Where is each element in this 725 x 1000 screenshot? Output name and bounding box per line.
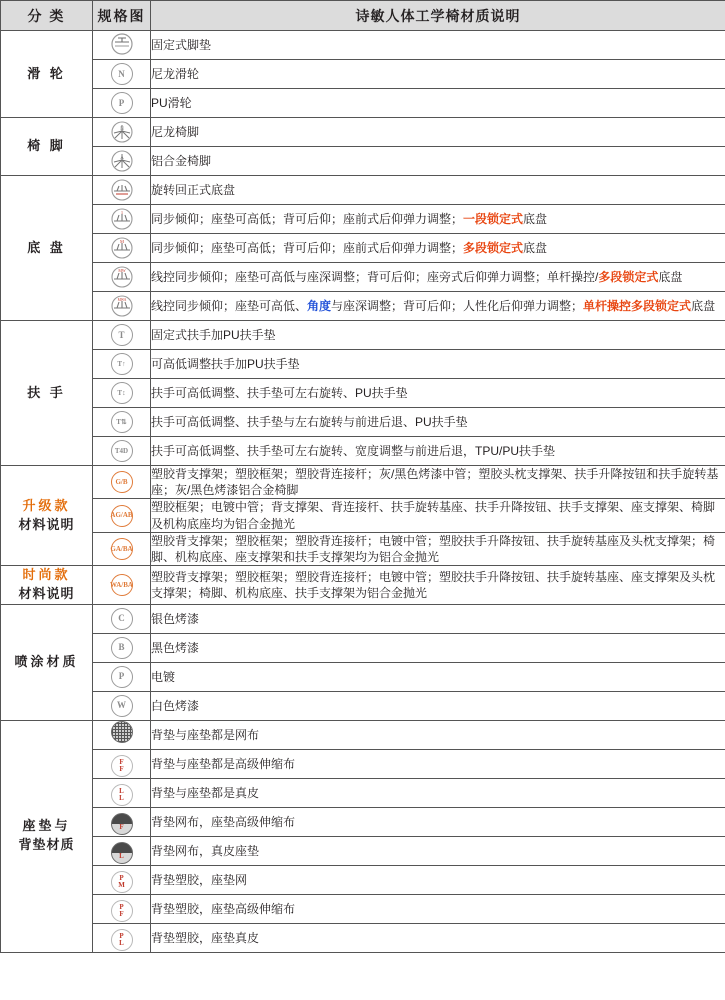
row-description: 背垫与座垫都是真皮 [151,778,725,807]
svg-text:MW: MW [117,268,126,273]
row-description: 背垫塑胶，座垫高级伸缩布 [151,894,725,923]
icon-cell [93,836,151,865]
icon-cell [93,499,151,532]
table-row [1,234,725,263]
icon-cell [93,807,151,836]
paint-plating-icon: P [111,666,133,688]
table-row [1,379,725,408]
armrest-4d-icon: T ⇅ [111,411,133,433]
header-description: 诗敏人体工学椅材质说明 [151,1,725,31]
seat-mesh-l-icon: L [111,842,133,864]
row-description: 线控同步倾仰；座垫可高低、角度与座深调整；背可后仰；人性化后仰弹力调整；单杆操控多段锁定式底盘 [151,292,725,321]
category-fashion-sub: 材料说明 [18,585,75,601]
category-cushion-material [1,720,93,952]
table-row [1,865,725,894]
svg-text:N: N [119,127,124,132]
row-description: 背垫与座垫都是高级伸缩布 [151,749,725,778]
icon-cell [93,865,151,894]
seat-mesh-mesh-icon [111,721,133,743]
icon-cell [93,408,151,437]
icon-cell [93,118,151,147]
row-description: 扶手可高低调整、扶手垫可左右旋转、PU扶手垫 [151,379,725,408]
table-row [1,604,725,633]
table-row [1,633,725,662]
svg-text:M: M [119,239,124,244]
row-description: 白色烤漆 [151,691,725,720]
caster-nylon-icon: N [111,63,133,85]
icon-cell [93,379,151,408]
row-description: 银色烤漆 [151,604,725,633]
armrest-height-icon: T ↑ [111,353,133,375]
icon-cell [93,89,151,118]
table-row [1,749,725,778]
icon-cell [93,604,151,633]
base-aluminum-icon [109,149,135,173]
icon-cell [93,633,151,662]
table-row [1,147,725,176]
icon-cell [93,566,151,605]
table-row [1,778,725,807]
icon-cell [93,176,151,205]
svg-text:1: 1 [120,210,123,215]
table-row [1,720,725,749]
caster-pu-icon: P [111,92,133,114]
table-row [1,923,725,952]
seat-ff-icon: F F [111,755,133,777]
row-description: 尼龙椅脚 [151,118,725,147]
table-row [1,466,725,499]
row-description: 塑胶背支撑架；塑胶框架；塑胶背连接杆；电镀中管；塑胶扶手升降按钮、扶手旋转基座、座支撑架及头枕支撑架；椅脚、机构底座、扶手支撑架为铝合金抛光 [151,566,725,605]
icon-cell [93,292,151,321]
armrest-3d-icon: T ↕ [111,382,133,404]
base-nylon-icon [109,120,135,144]
material-waba-icon: WA/BA [111,574,133,596]
row-description: 扶手可高低调整、扶手垫可左右旋转、宽度调整与前进后退，TPU/PU扶手垫 [151,437,725,466]
row-description: 背垫塑胶，座垫网 [151,865,725,894]
row-description: 电镀 [151,662,725,691]
category-chassis: 底 盘 [1,176,93,321]
armrest-5d-icon: T4D [111,440,133,462]
icon-cell [93,205,151,234]
row-description: 铝合金椅脚 [151,147,725,176]
category-upgrade-material [1,466,93,566]
category-fashion-material [1,566,93,605]
row-description: 背垫与座垫都是网布 [151,720,725,749]
table-header [1,1,725,31]
table-row [1,691,725,720]
table-row [1,118,725,147]
icon-cell [93,350,151,379]
svg-text:A: A [119,156,124,161]
row-description: 背垫塑胶，座垫真皮 [151,923,725,952]
table-row [1,807,725,836]
header-icon: 规格图 [93,1,151,31]
row-description: 可高低调整扶手加PU扶手垫 [151,350,725,379]
row-description: 同步倾仰；座垫可高低；背可后仰；座前式后仰弹力调整；一段锁定式底盘 [151,205,725,234]
table-row [1,60,725,89]
row-description: 塑胶背支撑架；塑胶框架；塑胶背连接杆；电镀中管；塑胶扶手升降按钮、扶手旋转基座及头枕支撑架；椅脚、机构底座、座支撑架和扶手支撑架均为铝合金抛光 [151,532,725,565]
icon-cell [93,662,151,691]
icon-cell [93,894,151,923]
seat-pm-icon: P M [111,871,133,893]
row-description: 同步倾仰；座垫可高低；背可后仰；座前式后仰弹力调整；多段锁定式底盘 [151,234,725,263]
chassis-wire-angle-multilock-icon [109,294,135,318]
category-casters: 滑 轮 [1,31,93,118]
category-fashion-highlight: 时尚款 [22,567,71,583]
seat-mesh-f-icon: F [111,813,133,835]
table-row [1,176,725,205]
paint-black-icon: B [111,637,133,659]
table-row [1,205,725,234]
table-row [1,89,725,118]
icon-cell [93,532,151,565]
icon-cell [93,60,151,89]
chassis-wire-multilock-icon [109,265,135,289]
row-description: 塑胶框架；电镀中管；背支撑架、背连接杆、扶手旋转基座、扶手升降按钮、扶手支撑架、座支撑架、椅脚及机构底座均为铝合金抛光 [151,499,725,532]
svg-text:MWA: MWA [117,298,126,302]
chassis-sync-1lock-icon [109,207,135,231]
category-upgrade-highlight: 升级款 [22,497,71,513]
armrest-fixed-icon: T [111,324,133,346]
paint-silver-icon: C [111,608,133,630]
table-body [1,31,725,953]
chassis-sync-multilock-icon [109,236,135,260]
table-row [1,321,725,350]
table-row [1,532,725,565]
icon-cell [93,749,151,778]
icon-cell [93,263,151,292]
icon-cell [93,321,151,350]
seat-pl-icon: P L [111,929,133,951]
row-description: 背垫网布，真皮座垫 [151,836,725,865]
material-agab-icon: AG/AB [111,505,133,527]
table-row [1,31,725,60]
icon-cell [93,691,151,720]
row-description: PU滑轮 [151,89,725,118]
icon-cell [93,147,151,176]
icon-cell [93,234,151,263]
material-gb-icon: G/B [111,471,133,493]
row-description: 线控同步倾仰；座垫可高低与座深调整；背可后仰；座旁式后仰弹力调整；单杆操控/多段锁定式底盘 [151,263,725,292]
table-row [1,292,725,321]
material-gaba-icon: GA/BA [111,538,133,560]
table-row [1,894,725,923]
category-chair-base: 椅 脚 [1,118,93,176]
table-row [1,350,725,379]
icon-cell [93,466,151,499]
category-armrest: 扶 手 [1,321,93,466]
icon-cell [93,778,151,807]
category-upgrade-sub: 材料说明 [18,516,75,532]
icon-cell [93,437,151,466]
table-row [1,836,725,865]
chassis-swivel-icon [109,178,135,202]
table-row [1,499,725,532]
row-description: 尼龙滑轮 [151,60,725,89]
category-cushion-line2: 背垫材质 [18,837,75,853]
header-category: 分 类 [1,1,93,31]
seat-ll-icon: L L [111,784,133,806]
table-row [1,408,725,437]
table-row [1,263,725,292]
row-description: 旋转回正式底盘 [151,176,725,205]
icon-cell [93,31,151,60]
table-row [1,662,725,691]
caster-fixed-glide-icon [109,33,135,57]
row-description: 背垫网布，座垫高级伸缩布 [151,807,725,836]
row-description: 黑色烤漆 [151,633,725,662]
category-coating: 喷涂材质 [1,604,93,720]
category-cushion-line1: 座垫与 [22,818,71,834]
icon-cell [93,720,151,749]
paint-white-icon: W [111,695,133,717]
row-description: 扶手可高低调整、扶手垫与左右旋转与前进后退、PU扶手垫 [151,408,725,437]
table-row [1,437,725,466]
row-description: 塑胶背支撑架；塑胶框架；塑胶背连接杆；灰/黑色烤漆中管；塑胶头枕支撑架、扶手升降按钮和扶手旋转基座；灰/黑色烤漆铝合金椅脚 [151,466,725,499]
row-description: 固定式脚垫 [151,31,725,60]
table-row [1,566,725,605]
seat-pf-icon: P F [111,900,133,922]
icon-cell [93,923,151,952]
row-description: 固定式扶手加PU扶手垫 [151,321,725,350]
